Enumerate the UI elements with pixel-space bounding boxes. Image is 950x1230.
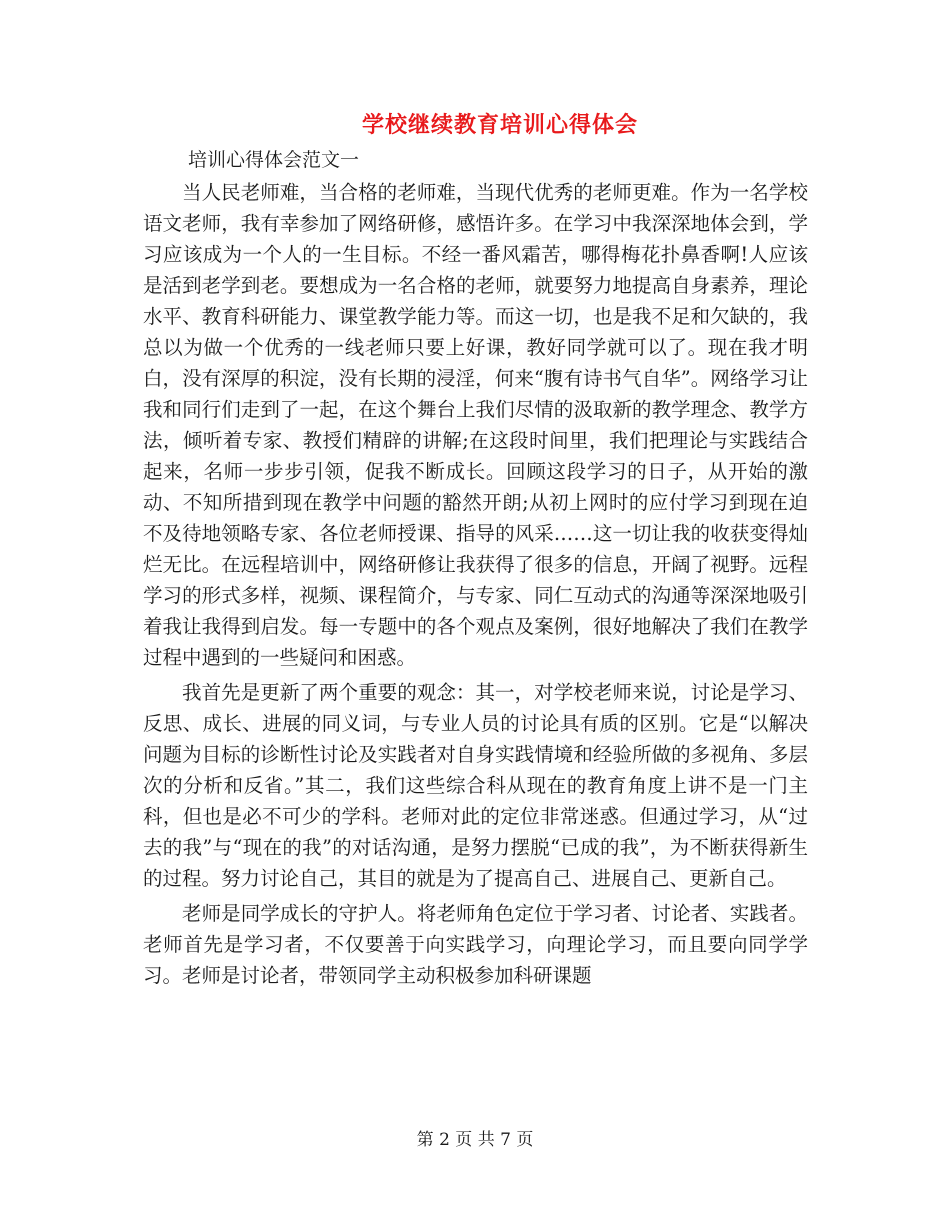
- paragraph: 当人民老师难，当合格的老师难，当现代优秀的老师更难。作为一名学校语文老师，我有幸参加了网络研修，感悟许多。在学习中我深深地体会到，学习应该成为一个人的一生目标。不经一番风霜苦，哪得梅花扑鼻香啊!人应该是活到老学到老。要想成为一名合格的老师，就要努力地提高自身素养，理论水平、教育科研能力、课堂教学能力等。而这一切，也是我不足和欠缺的，我总以为做一个优秀的一线老师只要上好课，教好同学就可以了。现在我才明白，没有深厚的积淀，没有长期的浸淫，何来“腹有诗书气自华”。网络学习让我和同行们走到了一起，在这个舞台上我们尽情的汲取新的教学理念、教学方法，倾听着专家、教授们精辟的讲解;在这段时间里，我们把理论与实践结合起来，名师一步步引领，促我不断成长。回顾这段学习的日子，从开始的激动、不知所措到现在教学中问题的豁然开朗;从初上网时的应付学习到现在迫不及待地领略专家、各位老师授课、指导的风采……这一切让我的收获变得灿烂无比。在远程培训中，网络研修让我获得了很多的信息，开阔了视野。远程学习的形式多样，视频、课程简介，与专家、同仁互动式的沟通等深深地吸引着我让我得到启发。每一专题中的各个观点及案例，很好地解决了我们在教学过程中遇到的一些疑问和困惑。: [143, 181, 808, 669]
- page-number-footer: 第 2 页 共 7 页: [416, 1130, 534, 1150]
- paragraph: 我首先是更新了两个重要的观念：其一，对学校老师来说，讨论是学习、反思、成长、进展的同义词，与专业人员的讨论具有质的区别。它是“以解决问题为目标的诊断性讨论及实践者对自身实践情境和经验所做的多视角、多层次的分析和反省。”其二，我们这些综合科从现在的教育角度上讲不是一门主科，但也是必不可少的学科。老师对此的定位非常迷惑。但通过学习，从“过去的我”与“现在的我”的对话沟通，是努力摆脱“已成的我”，为不断获得新生的过程。努力讨论自己，其目的就是为了提高自己、进展自己、更新自己。: [143, 681, 808, 890]
- document-subtitle: 培训心得体会范文一: [188, 149, 360, 171]
- document-body: [143, 177, 808, 991]
- document-title: 学校继续教育培训心得体会: [361, 112, 638, 138]
- paragraph: 老师是同学成长的守护人。将老师角色定位于学习者、讨论者、实践者。老师首先是学习者，不仅要善于向实践学习，向理论学习，而且要向同学学习。老师是讨论者，带领同学主动积极参加科研课题: [143, 902, 808, 987]
